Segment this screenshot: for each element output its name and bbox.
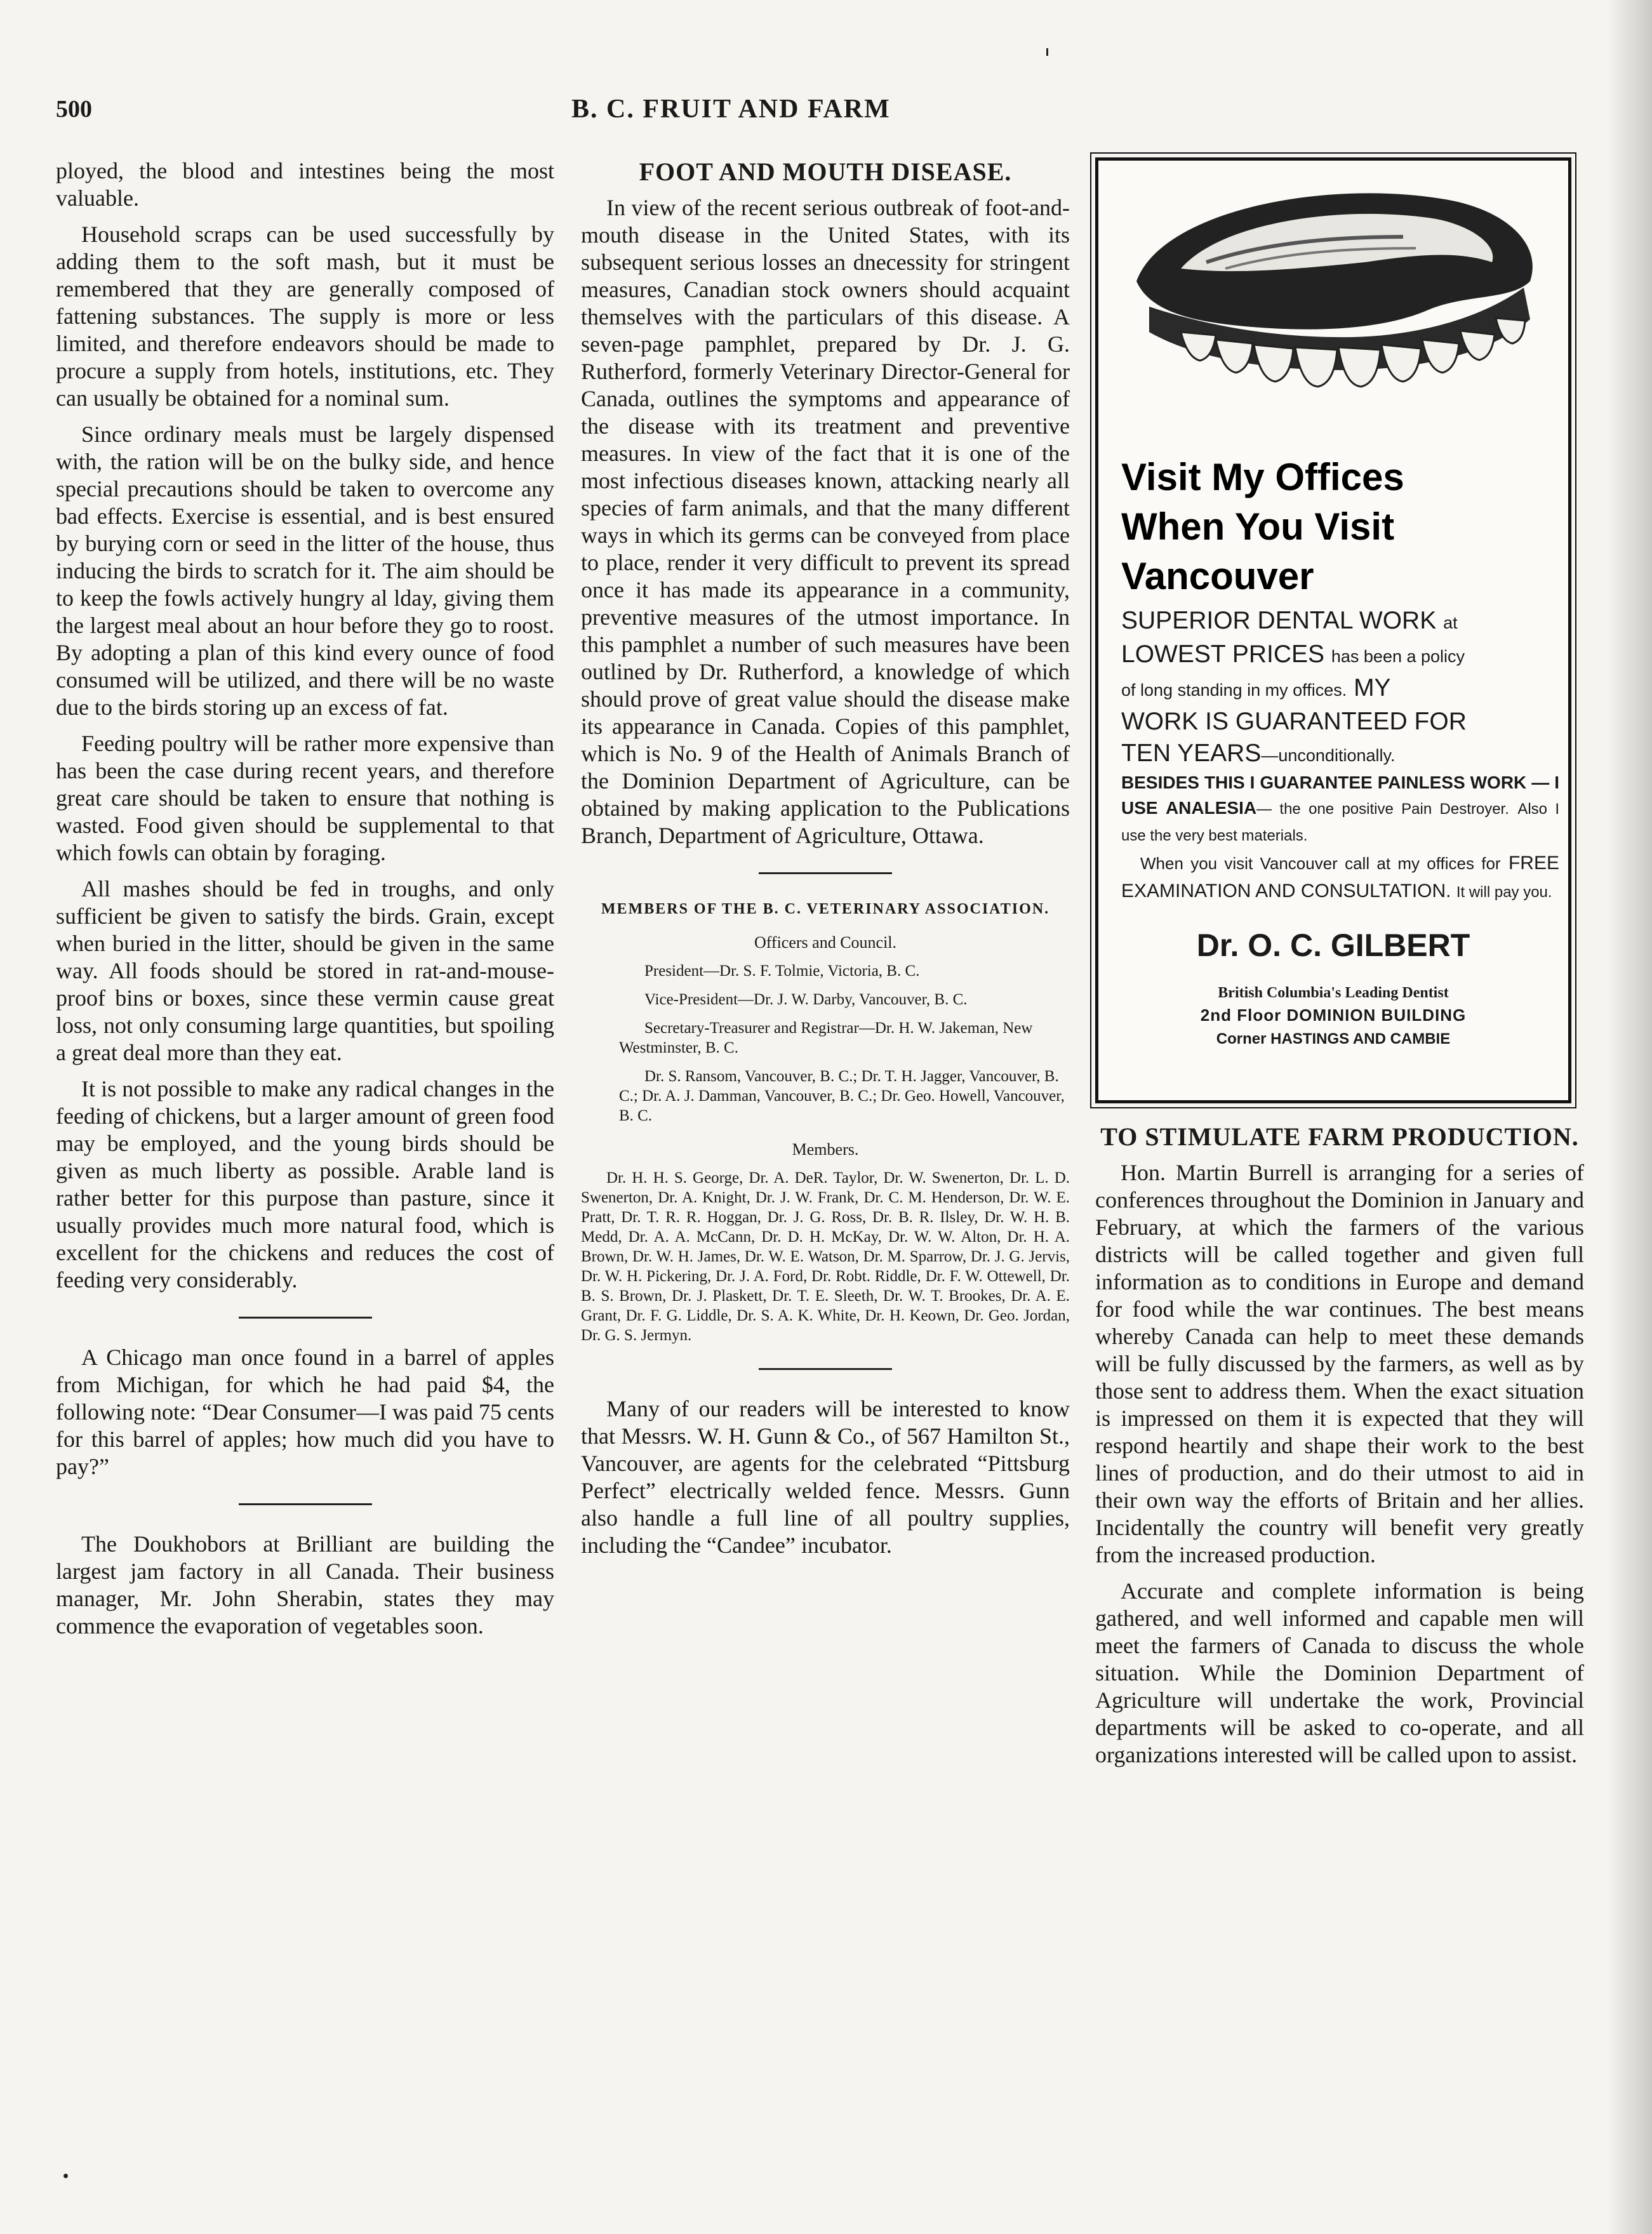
officer-line: President—Dr. S. F. Tolmie, Victoria, B. C.: [644, 962, 920, 980]
ad-headline-line: When You Visit: [1121, 505, 1395, 548]
section-divider: [239, 1317, 372, 1319]
column-right: [1095, 157, 1584, 1778]
paragraph: In view of the recent serious outbreak of foot-and-mouth disease in the United States, with its subsequent serious losses an dnecessity for stringent measures, Canadian stock owners should acquaint themselves with the particulars of this disease. A seven-page pamphlet, prepared by Dr. J. G. Rutherford, formerly Veterinary Director-General for Canada, outlines the symptoms and appearance of the disease with its treatment and preventive measures. In view of the fact that it is one of the most infectious diseases known, attacking nearly all species of farm animals, and that the many different ways in which its germs can be conveyed from place to place, render it very difficult to prevent its spread once it has made its appearance in a community, preventive measures of the utmost importance. In this pamphlet a number of such measures have been outlined by Dr. Rutherford, a knowledge of which should prove of great value should the disease make its appearance in Canada. Copies of this pamphlet, which is No. 9 of the Health of Animals Branch of the Dominion Department of Agriculture, can be obtained by making application to the Publications Branch, Department of Agriculture, Ottawa.: [581, 195, 1070, 848]
ad-text: MY: [1354, 674, 1391, 701]
ad-headline: [1121, 453, 1553, 601]
gunn-item: Many of our readers will be interested to know that Messrs. W. H. Gunn & Co., of 567 Hamilton St., Vancouver, are agents for the celebrated “Pittsburg Perfect” electrically welded fence. Messrs. Gunn also handle a full line of all poultry supplies, including the “Candee” incubator.: [581, 1396, 1070, 1558]
members-list: Dr. H. H. S. George, Dr. A. DeR. Taylor, Dr. W. Swenerton, Dr. L. D. Swenerton, Dr. A. Knight, Dr. J. W. Frank, Dr. C. M. Henderson, Dr. W. E. Pratt, Dr. T. R. R. Hoggan, Dr. J. G. Ross, Dr. B. R. Ilsley, Dr. W. H. B. Medd, Dr. A. A. McCann, Dr. D. H. McKay, Dr. W. W. Alton, Dr. H. A. Brown, Dr. W. H. James, Dr. W. E. Watson, Dr. M. Sparrow, Dr. J. G. Jervis, Dr. W. H. Pickering, Dr. J. A. Ford, Dr. Robt. Riddle, Dr. F. W. Ottewell, Dr. B. S. Brown, Dr. J. Plaskett, Dr. T. E. Sleeth, Dr. W. T. Brookes, Dr. A. E. Grant, Dr. F. G. Liddle, Dr. S. A. K. White, Dr. H. Keown, Dr. Geo. Jordan, Dr. G. S. Jermyn.: [581, 1169, 1070, 1344]
ad-text: has been a policy: [1331, 647, 1465, 666]
paragraph: Feeding poultry will be rather more expensive than has been the case during recent years, and therefore great care should be taken to ensure that nothing is wasted. Food given should be supplemental to that which fowls can obtain by foraging.: [56, 731, 554, 865]
ad-text: When you visit Vancouver call at my offices for: [1140, 854, 1501, 873]
council-line: Dr. S. Ransom, Vancouver, B. C.; Dr. T. H. Jagger, Vancouver, B. C.; Dr. A. J. Damman, Vancouver, B. C.; Dr. Geo. Howell, Vancouver, B. C.: [619, 1068, 1065, 1124]
ad-visit: [1121, 849, 1559, 907]
paragraph: Accurate and complete information is being gathered, and well informed and capable men will meet the farmers of Canada to discuss the whole situation. While the Dominion Department of Agriculture will undertake the work, Provincial departments will be asked to co-operate, and all organizations interested will be called upon to assist.: [1095, 1578, 1584, 1767]
section-divider: [759, 1368, 892, 1370]
ad-text: TEN YEARS: [1121, 740, 1262, 767]
paragraph: It is not possible to make any radical changes in the feeding of chickens, but a larger amount of green food may be employed, and the young birds should be given as much liberty as possible. Arable land is rather better for this purpose than pasture, since it usually provides much more natural food, which is excellent for the chickens and reduces the cost of feeding very considerably.: [56, 1076, 554, 1293]
journal-title: B. C. FRUIT AND FARM: [571, 95, 891, 124]
officers-heading: Officers and Council.: [754, 933, 897, 952]
doukhobors-item: The Doukhobors at Brilliant are building the largest jam factory in all Canada. Their business manager, Mr. John Sherabin, states they may commence the evaporation of vegetables soon.: [56, 1531, 554, 1639]
paragraph: Household scraps can be used successfully by adding them to the soft mash, but it must be remembered that they are generally composed of fattening substances. The supply is more or less limited, and therefore endeavors should be made to procure a supply from hotels, institutions, etc. They can usually be obtained for a nominal sum.: [56, 222, 554, 411]
column-middle: [581, 157, 1070, 1568]
ad-body: [1121, 605, 1559, 771]
ad-text: FREE EXAMINATION AND CONSULTATION.: [1121, 853, 1559, 901]
ad-text: BESIDES THIS I GUARANTEE PAINLESS WORK — I USE ANALESIA: [1121, 773, 1559, 818]
dentist-name: Dr. O. C. GILBERT: [1196, 928, 1470, 963]
article-heading: TO STIMULATE FARM PRODUCTION.: [1100, 1122, 1579, 1151]
ad-text: —unconditionally.: [1261, 746, 1396, 765]
page-number: 500: [56, 96, 92, 123]
officer-line: Secretary-Treasurer and Registrar—Dr. H. W. Jakeman, New Westminster, B. C.: [619, 1020, 1033, 1056]
dentist-address: 2nd Floor DOMINION BUILDING: [1200, 1006, 1467, 1025]
chicago-item: A Chicago man once found in a barrel of apples from Michigan, for which he had paid $4, the following note: “Dear Consumer—I was paid 75 cents for this barrel of apples; how much did you have to pay?”: [56, 1345, 554, 1479]
ad-headline-line: Vancouver: [1121, 555, 1314, 597]
dentures-illustration: [1111, 173, 1555, 453]
page-edge-shadow: [1608, 0, 1652, 2234]
paragraph: All mashes should be fed in troughs, and only sufficient be given to satisfy the birds. Grain, except when buried in the litter, should be given in the same way. All foods should be stored in rat-and-mouse-proof bins or boxes, since these vermin cause great loss, not only consuming large quantities, but spoiling a great deal more than they eat.: [56, 876, 554, 1065]
column-left: [56, 157, 554, 1649]
ad-text: of long standing in my offices.: [1121, 681, 1347, 700]
dentist-corner: Corner HASTINGS AND CAMBIE: [1216, 1030, 1451, 1047]
article-heading: FOOT AND MOUTH DISEASE.: [639, 157, 1012, 186]
ad-text: SUPERIOR DENTAL WORK: [1121, 607, 1437, 634]
ad-guarantee: [1121, 770, 1559, 849]
members-heading: Members.: [792, 1140, 859, 1159]
ad-text: Also I use the very best materials.: [1121, 801, 1560, 844]
print-mark: [1046, 48, 1048, 56]
section-divider: [239, 1503, 372, 1505]
vet-association-heading: MEMBERS OF THE B. C. VETERINARY ASSOCIATION.: [601, 901, 1050, 917]
ad-headline-line: Visit My Offices: [1121, 456, 1404, 498]
section-divider: [759, 872, 892, 874]
ad-text: — the one positive Pain Destroyer.: [1256, 801, 1509, 818]
paragraph: Hon. Martin Burrell is arranging for a series of conferences throughout the Dominion in January and February, at which the farmers of the various districts will be called together and given full information as to conditions in Europe and demand for food while the war continues. The best means whereby Canada can help to meet these demands will be fully discussed by the farmers, as well as by those sent to address them. When the exact situation is impressed on them it is expected that they will respond heartily and shape their work to the best lines of production, and do their utmost to aid in their own way the efforts of Britain and her allies. Incidentally the country will benefit very greatly from the increased production.: [1095, 1160, 1584, 1567]
ad-text: LOWEST PRICES: [1121, 641, 1325, 668]
print-mark: [63, 2174, 68, 2178]
ad-text: at: [1443, 613, 1458, 632]
officer-line: Vice-President—Dr. J. W. Darby, Vancouver, B. C.: [644, 991, 968, 1008]
paragraph: ployed, the blood and intestines being the most valuable.: [56, 158, 554, 211]
paragraph: Since ordinary meals must be largely dispensed with, the ration will be on the bulky side, and hence special precautions should be taken to overcome any bad effects. Exercise is essential, and is best ensured by burying corn or seed in the litter of the house, thus inducing the birds to scratch for it. The aim should be to keep the fowls actively hungry al lday, giving them the largest meal about an hour before they go to roost. By adopting a plan of this kind every ounce of food consumed will be utilized, and there will be no waste due to the birds storing up an excess of fat.: [56, 422, 554, 720]
ad-text: WORK IS GUARANTEED FOR: [1121, 708, 1467, 735]
ad-text: It will pay you.: [1456, 884, 1552, 901]
dentist-advertisement: [1095, 157, 1571, 1103]
dentist-tagline: British Columbia's Leading Dentist: [1218, 985, 1449, 1001]
